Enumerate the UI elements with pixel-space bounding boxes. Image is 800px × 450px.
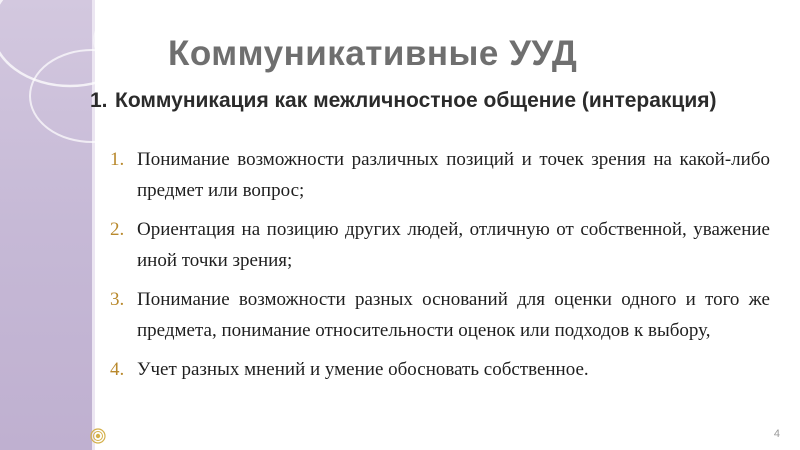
item-marker: 4.: [110, 359, 125, 380]
gold-bullet-icon: [91, 429, 105, 443]
slide-title: Коммуникативные УУД: [168, 34, 578, 73]
list-item: [110, 144, 770, 206]
item-marker: 1.: [110, 149, 125, 170]
item-marker: 2.: [110, 219, 125, 240]
list-item: [110, 284, 770, 346]
item-text: Учет разных мнений и умение обосновать собственное.: [137, 359, 589, 380]
subheading-number: 1.: [90, 89, 108, 112]
item-list: [110, 144, 770, 393]
item-text: Понимание возможности различных позиций и точек зрения на какой-либо предмет или вопрос;: [137, 149, 770, 201]
list-item: [110, 354, 770, 385]
page-number: 4: [773, 428, 780, 440]
item-text: Понимание возможности разных оснований для оценки одного и того же предмета, понимание относительности оценок или подходов к выбору,: [137, 289, 770, 341]
subheading-text: Коммуникация как межличностное общение (интеракция): [115, 89, 717, 112]
item-text: Ориентация на позицию других людей, отличную от собственной, уважение иной точки зрения;: [137, 219, 770, 271]
subheading: [90, 86, 730, 115]
list-item: [110, 214, 770, 276]
item-marker: 3.: [110, 289, 125, 310]
